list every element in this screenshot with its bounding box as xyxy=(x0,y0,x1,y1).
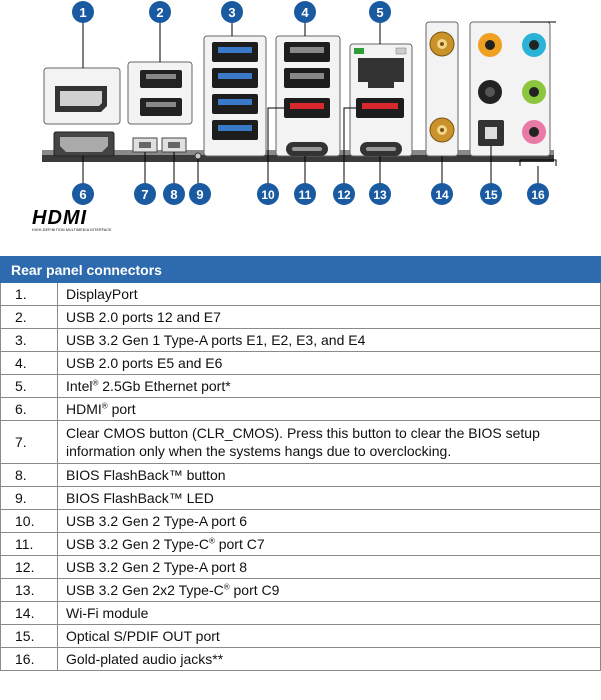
usb32-gen1-stack xyxy=(204,36,266,156)
table-row xyxy=(1,398,601,421)
callout-5 xyxy=(369,1,391,23)
svg-text:15: 15 xyxy=(484,188,498,202)
bios-flashback-led xyxy=(195,153,201,159)
callout-6 xyxy=(72,183,94,205)
displayport-connector xyxy=(44,68,120,124)
row-number: 7. xyxy=(1,421,58,464)
row-text: Gold-plated audio jacks** xyxy=(58,648,601,671)
svg-text:2: 2 xyxy=(156,5,164,20)
row-number: 8. xyxy=(1,464,58,487)
row-number: 16. xyxy=(1,648,58,671)
row-text: Intel® 2.5Gb Ethernet port* xyxy=(58,375,601,398)
table-row xyxy=(1,375,601,398)
callout-13 xyxy=(369,183,391,205)
row-text: BIOS FlashBack™ button xyxy=(58,464,601,487)
table-row xyxy=(1,510,601,533)
table-row xyxy=(1,556,601,579)
callout-2 xyxy=(149,1,171,23)
row-number: 11. xyxy=(1,533,58,556)
svg-text:10: 10 xyxy=(261,188,275,202)
rear-panel-diagram xyxy=(0,0,601,210)
callout-9 xyxy=(189,183,211,205)
callout-8 xyxy=(163,183,185,205)
row-text: USB 3.2 Gen 2 Type-C® port C7 xyxy=(58,533,601,556)
svg-text:11: 11 xyxy=(298,188,312,202)
row-text: HDMI® port xyxy=(58,398,601,421)
usb-stack-center xyxy=(276,36,340,156)
table-row xyxy=(1,487,601,510)
svg-text:5: 5 xyxy=(376,5,384,20)
table-row xyxy=(1,464,601,487)
svg-text:7: 7 xyxy=(141,187,149,202)
wifi-module xyxy=(426,22,458,156)
row-text: Optical S/PDIF OUT port xyxy=(58,625,601,648)
usb2-stack-left xyxy=(128,62,192,124)
callout-11 xyxy=(294,183,316,205)
callout-10 xyxy=(257,183,279,205)
row-number: 1. xyxy=(1,283,58,306)
bios-flashback-button xyxy=(162,138,186,152)
svg-text:14: 14 xyxy=(435,188,449,202)
table-row xyxy=(1,352,601,375)
row-text: BIOS FlashBack™ LED xyxy=(58,487,601,510)
table-row xyxy=(1,602,601,625)
hdmi-wordmark: HDMI xyxy=(32,207,88,229)
table-row xyxy=(1,625,601,648)
svg-text:3: 3 xyxy=(228,5,236,20)
svg-text:13: 13 xyxy=(373,188,387,202)
table-row xyxy=(1,421,601,464)
row-text: USB 3.2 Gen 1 Type-A ports E1, E2, E3, and E4 xyxy=(58,329,601,352)
svg-text:8: 8 xyxy=(170,187,178,202)
svg-text:1: 1 xyxy=(79,5,87,20)
svg-text:4: 4 xyxy=(301,5,309,20)
hdmi-logo xyxy=(32,208,142,232)
row-number: 2. xyxy=(1,306,58,329)
callout-1 xyxy=(72,1,94,23)
row-text: USB 2.0 ports 12 and E7 xyxy=(58,306,601,329)
callout-3 xyxy=(221,1,243,23)
row-number: 13. xyxy=(1,579,58,602)
row-number: 15. xyxy=(1,625,58,648)
hdmi-connector xyxy=(54,132,114,156)
callout-4 xyxy=(294,1,316,23)
svg-text:16: 16 xyxy=(531,188,545,202)
row-text: USB 3.2 Gen 2 Type-A port 6 xyxy=(58,510,601,533)
audio-block xyxy=(470,22,550,156)
table-row xyxy=(1,579,601,602)
svg-text:12: 12 xyxy=(337,188,351,202)
table-row xyxy=(1,306,601,329)
table-row xyxy=(1,533,601,556)
row-text: USB 2.0 ports E5 and E6 xyxy=(58,352,601,375)
clr-cmos-button xyxy=(133,138,157,152)
row-text: Wi-Fi module xyxy=(58,602,601,625)
row-text: USB 3.2 Gen 2 Type-A port 8 xyxy=(58,556,601,579)
table-row xyxy=(1,648,601,671)
rear-panel-connectors-table xyxy=(0,256,601,671)
row-number: 14. xyxy=(1,602,58,625)
table-row xyxy=(1,283,601,306)
svg-text:9: 9 xyxy=(196,187,204,202)
row-number: 3. xyxy=(1,329,58,352)
row-number: 5. xyxy=(1,375,58,398)
callout-15 xyxy=(480,183,502,205)
row-text: Clear CMOS button (CLR_CMOS). Press this button to clear the BIOS setup information only when the systems hangs due to overclocking. xyxy=(58,421,601,464)
callout-12 xyxy=(333,183,355,205)
hdmi-tagline: HIGH-DEFINITION MULTIMEDIA INTERFACE xyxy=(32,228,112,232)
table-header: Rear panel connectors xyxy=(1,257,601,283)
callout-14 xyxy=(431,183,453,205)
row-number: 12. xyxy=(1,556,58,579)
row-number: 4. xyxy=(1,352,58,375)
row-text: DisplayPort xyxy=(58,283,601,306)
lan-usb-stack xyxy=(350,44,412,156)
callout-16 xyxy=(527,183,549,205)
row-number: 9. xyxy=(1,487,58,510)
callout-7 xyxy=(134,183,156,205)
table-row xyxy=(1,329,601,352)
row-number: 6. xyxy=(1,398,58,421)
svg-text:6: 6 xyxy=(79,187,87,202)
row-number: 10. xyxy=(1,510,58,533)
row-text: USB 3.2 Gen 2x2 Type-C® port C9 xyxy=(58,579,601,602)
